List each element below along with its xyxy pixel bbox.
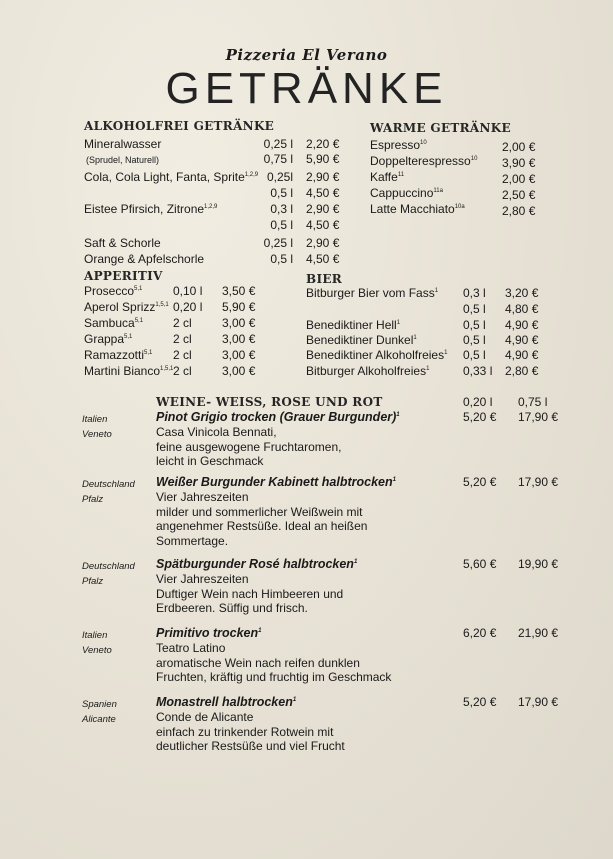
item-price: 2,80 €: [505, 364, 539, 378]
item-price: 5,90 €: [306, 152, 340, 166]
wine-price-small: 6,20 €: [463, 626, 497, 640]
allergen-note: 11a: [433, 188, 443, 194]
wine-country: Spanien: [82, 699, 117, 710]
wine-country: Deutschland: [82, 479, 135, 490]
section-title-alkoholfrei: ALKOHOLFREI GETRÄNKE: [84, 119, 275, 133]
wine-description: Vier Jahreszeiten: [156, 572, 249, 586]
item-price: 4,90 €: [505, 348, 539, 362]
wine-price-large: 17,90 €: [518, 410, 559, 424]
allergen-note: 5,1: [124, 334, 133, 340]
wine-region: Veneto: [82, 429, 112, 440]
wine-name: Monastrell halbtrocken$^1$: [156, 695, 297, 709]
item-name: Cola, Cola Light, Fanta, Sprite$^{1,2,9}$: [84, 170, 259, 184]
wine-description: aromatische Wein nach reifen dunklen: [156, 655, 360, 670]
item-price: 2,20 €: [306, 137, 340, 151]
item-size: 0,5 l: [270, 186, 293, 200]
item-name: Espresso$^{10}$: [370, 138, 427, 152]
wine-price-large: 19,90 €: [518, 557, 559, 571]
item-name: Eistee Pfirsich, Zitrone$^{1,2,9}$: [84, 202, 218, 216]
restaurant-name: Pizzeria El Verano: [225, 46, 388, 64]
item-price: 5,90 €: [222, 300, 256, 314]
item-size: 0,25l: [266, 170, 293, 184]
wine-price-small: 5,20 €: [463, 475, 497, 489]
allergen-note: 1: [434, 288, 439, 294]
wine-size-small: 0,20 l: [463, 395, 493, 409]
section-title-bier: BIER: [306, 272, 343, 286]
wine-name: Pinot Grigio trocken (Grauer Burgunder)$^1$: [156, 410, 400, 424]
item-name: Bitburger Bier vom Fass$^1$: [306, 286, 439, 300]
wine-name: Primitivo trocken$^1$: [156, 626, 262, 640]
item-size: 0,20 l: [173, 300, 203, 314]
allergen-note: 1,2,9: [204, 204, 218, 210]
wine-region: Pfalz: [82, 494, 104, 505]
item-price: 4,50 €: [306, 186, 340, 200]
item-name: Bitburger Alkoholfreies$^1$: [306, 364, 430, 378]
wine-price-small: 5,60 €: [463, 557, 497, 571]
item-price: 2,00 €: [502, 172, 536, 186]
allergen-note: 1,5,1: [160, 366, 174, 372]
item-size: 0,10 l: [173, 284, 203, 298]
item-price: 2,90 €: [306, 236, 340, 250]
item-name: Benediktiner Hell$^1$: [306, 318, 401, 332]
item-price: 4,50 €: [306, 252, 340, 266]
wine-description: Vier Jahreszeiten: [156, 490, 249, 504]
item-name: Prosecco$^{5,1}$: [84, 284, 143, 298]
wine-description: Conde de Alicante: [156, 710, 254, 724]
item-size: 0,5 l: [270, 252, 293, 266]
wine-description: Teatro Latino: [156, 641, 226, 655]
wine-country: Deutschland: [82, 561, 135, 572]
item-price: 2,50 €: [502, 188, 536, 202]
wine-price-large: 17,90 €: [518, 695, 559, 709]
item-price: 3,90 €: [502, 156, 536, 170]
wine-description: angenehmer Restsüße. Ideal an heißen: [156, 519, 368, 533]
allergen-note: 1,2,9: [244, 172, 259, 178]
item-size: 0,5 l: [463, 318, 486, 332]
section-title-warm: WARME GETRÄNKE: [370, 121, 511, 135]
allergen-note: 10a: [454, 204, 465, 210]
item-price: 4,80 €: [505, 302, 539, 316]
wine-description: leicht in Geschmack: [156, 454, 264, 468]
item-price: 3,20 €: [505, 286, 539, 300]
item-name: Orange & Apfelschorle: [84, 252, 205, 266]
wine-price-small: 5,20 €: [463, 695, 497, 709]
wine-description: einfach zu trinkender Rotwein mit: [156, 724, 334, 739]
item-size: 2 cl: [173, 348, 192, 362]
allergen-note: 5,1: [134, 286, 143, 292]
item-name: Grappa$^{5,1}$: [84, 332, 133, 346]
item-price: 2,90 €: [306, 202, 340, 216]
item-size: 2 cl: [173, 332, 192, 346]
item-price: 3,00 €: [222, 348, 256, 362]
item-size: 0,5 l: [463, 348, 486, 362]
item-size: 0,3 l: [270, 202, 293, 216]
allergen-note: 1: [292, 697, 297, 703]
item-name: Mineralwasser: [84, 137, 162, 151]
item-name: Aperol Sprizz$^{1,5,1}$: [84, 300, 169, 314]
item-price: 2,80 €: [502, 204, 536, 218]
item-note: (Sprudel, Naturell): [86, 155, 160, 165]
allergen-note: 1: [426, 366, 430, 372]
wine-description: Duftiger Wein nach Himbeeren und: [156, 586, 344, 601]
item-size: 0,33 l: [463, 364, 493, 378]
allergen-note: 1: [258, 628, 262, 634]
wine-description: milder und sommerlicher Weißwein mit: [156, 504, 363, 519]
item-size: 2 cl: [173, 364, 192, 378]
allergen-note: 5,1: [134, 318, 144, 324]
wine-price-large: 21,90 €: [518, 626, 559, 640]
item-name: Saft & Schorle: [84, 236, 161, 250]
item-name: Ramazzotti$^{5,1}$: [84, 348, 153, 362]
wine-price-large: 17,90 €: [518, 475, 559, 489]
wine-region: Veneto: [82, 645, 112, 656]
item-price: 3,00 €: [222, 364, 256, 378]
allergen-note: 11: [397, 172, 405, 178]
item-price: 2,00 €: [502, 140, 536, 154]
item-name: Latte Macchiato$^{10a}$: [370, 202, 465, 216]
allergen-note: 1,5,1: [155, 302, 169, 308]
wine-country: Italien: [82, 630, 108, 641]
wine-description: Sommertage.: [156, 533, 229, 548]
wine-region: Pfalz: [82, 576, 104, 587]
item-price: 4,50 €: [306, 218, 340, 232]
item-name: Doppelterespresso$^{10}$: [370, 154, 478, 168]
wine-description: Erdbeeren. Süffig und frisch.: [156, 601, 308, 615]
item-name: Cappuccino$^{11a}$: [370, 186, 443, 200]
item-size: 0,25 l: [263, 236, 293, 250]
item-price: 2,90 €: [306, 170, 340, 184]
wine-name: Weißer Burgunder Kabinett halbtrocken$^1$: [156, 475, 396, 489]
allergen-note: 1: [413, 335, 417, 341]
wine-description: Fruchten, kräftig und fruchtig im Geschmack: [156, 670, 392, 684]
allergen-note: 10: [420, 140, 427, 146]
item-size: 2 cl: [173, 316, 192, 330]
item-size: 0,75 l: [263, 152, 293, 166]
section-title-weine: WEINE- WEISS, ROSE UND ROT: [156, 395, 383, 409]
item-size: 0,3 l: [463, 286, 486, 300]
page-title: GETRÄNKE: [165, 64, 448, 113]
item-price: 3,00 €: [222, 316, 256, 330]
item-price: 3,00 €: [222, 332, 256, 346]
allergen-note: 1: [396, 320, 401, 326]
item-size: 0,5 l: [463, 333, 486, 347]
item-price: 4,90 €: [505, 318, 539, 332]
item-name: Sambuca$^{5,1}$: [84, 316, 144, 330]
wine-price-small: 5,20 €: [463, 410, 497, 424]
item-name: Martini Bianco$^{1,5,1}$: [84, 364, 174, 378]
item-price: 4,90 €: [505, 333, 539, 347]
item-size: 0,25 l: [263, 137, 293, 151]
wine-country: Italien: [82, 414, 108, 425]
wine-description: feine ausgewogene Fruchtaromen,: [156, 439, 342, 454]
allergen-note: 10: [470, 156, 478, 162]
wine-description: Casa Vinicola Bennati,: [156, 425, 277, 439]
section-title-aperitiv: APPERITIV: [84, 269, 163, 283]
wine-size-large: 0,75 l: [518, 395, 548, 409]
item-size: 0,5 l: [270, 218, 293, 232]
wine-description: deutlicher Restsüße und viel Frucht: [156, 739, 345, 753]
allergen-note: 5,1: [144, 350, 153, 356]
item-price: 3,50 €: [222, 284, 256, 298]
allergen-note: 1: [353, 559, 358, 565]
item-name: Benediktiner Alkoholfreies$^1$: [306, 348, 448, 362]
allergen-note: 1: [392, 477, 396, 483]
item-name: Kaffe$^{11}$: [370, 170, 405, 184]
wine-region: Alicante: [82, 714, 116, 725]
allergen-note: 1: [444, 350, 448, 356]
allergen-note: 1: [396, 412, 400, 418]
item-name: Benediktiner Dunkel$^1$: [306, 333, 417, 347]
wine-name: Spätburgunder Rosé halbtrocken$^1$: [156, 557, 358, 571]
item-size: 0,5 l: [463, 302, 486, 316]
